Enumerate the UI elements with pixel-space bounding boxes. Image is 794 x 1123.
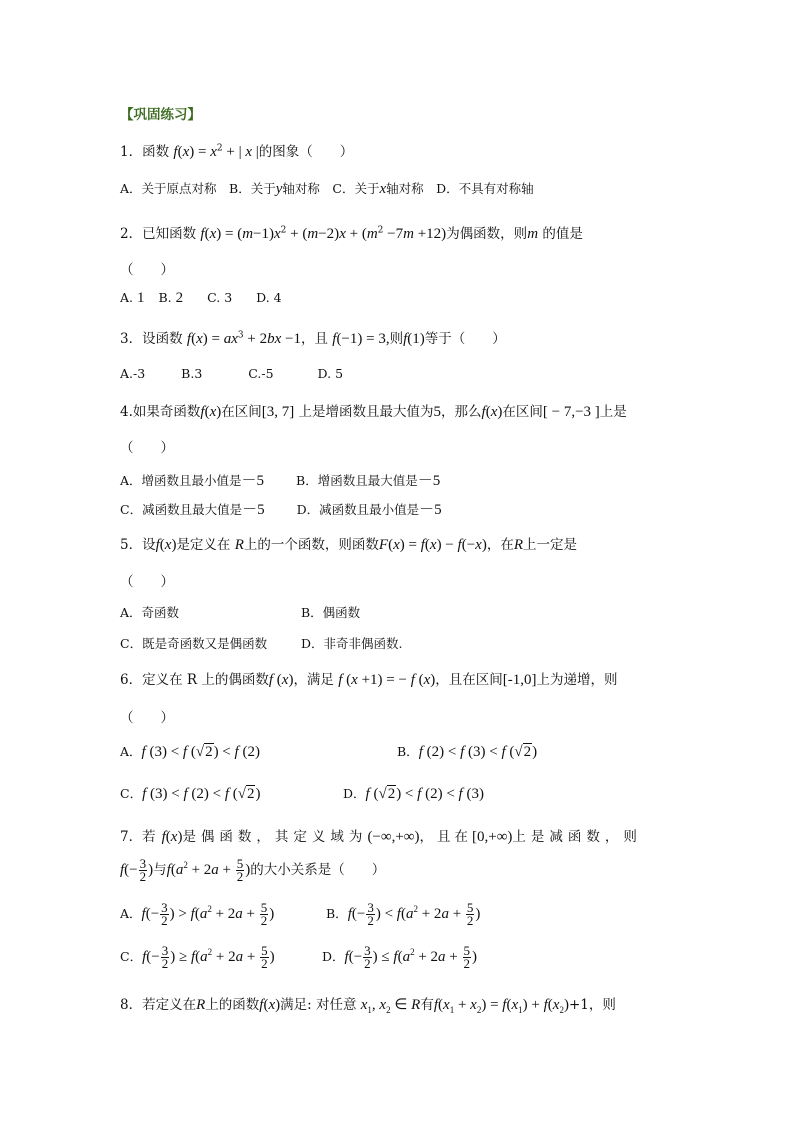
- q1-tail: 的图象（ ）: [258, 144, 354, 160]
- q7-option-d: D．f(− $\frac{3}{2}$ ) ≤ $f(a^2 + 2a$ + $\frac{5}{2}$ ): [322, 943, 478, 971]
- q7-line2: f(− $\frac{3}{2}$ )与$f(a^2 + 2a$ + $\frac{5}{2}$ )的大小关系是（ ）: [120, 856, 386, 885]
- q7-option-a: A．f(− $\frac{3}{2}$ ) > $f(a^2 + 2a$ + $\frac{5}{2}$ ): [120, 900, 275, 928]
- q5-options-row1: A．奇函数 B．偶函数: [120, 605, 361, 620]
- section-heading: 【巩固练习】: [120, 107, 201, 123]
- q7-option-c: C．f(− $\frac{3}{2}$ ) ≥ $f(a^2 + 2a$ + $\frac{5}{2}$ ): [120, 943, 275, 971]
- q5-options-row2: C．既是奇函数又是偶函数 D．非奇非偶函数.: [120, 636, 403, 651]
- q1-stem: 函数: [142, 144, 170, 160]
- question-2: 2．已知函数 $f(x) = (m-1)x^2 + (m-2)x + (m^2 -7m +12)$为偶函数，则m 的值是: [120, 225, 583, 242]
- q2-paren: （ ）: [120, 262, 174, 278]
- question-3: 3．设函数 $f(x) = ax^3 + 2bx -1$，且 f(−1) = 3,则f(1)等于（ ）: [120, 330, 506, 347]
- q7-option-b: B．f(− $\frac{3}{2}$ ) < $f(a^2 + 2a$ + $\frac{5}{2}$ ): [326, 900, 481, 928]
- q6-option-b: B．f (2) < f (3) < f (√2): [397, 744, 538, 760]
- q2-options: A. 1 B. 2 C. 3 D. 4: [120, 290, 282, 306]
- q1-options: A．关于原点对称 B．关于y轴对称 C．关于x轴对称 D．不具有对称轴: [120, 181, 534, 197]
- question-1: [120, 140, 353, 161]
- q6-option-a: A．f (3) < f (√2) < f (2): [120, 744, 260, 760]
- q3-formula: $f(x) = ax^3 + 2bx -1$: [186, 330, 301, 347]
- q4-options-row2: C．减函数且最大值是－5 D．减函数且最小值是－5: [120, 502, 442, 518]
- question-4: 4.如果奇函数f(x)在区间[3, 7] 上是增函数且最大值为5，那么f(x)在区间[ − 7,−3 ]上是: [120, 404, 627, 420]
- question-8: 8．若定义在R上的函数f(x)满足: 对任意 $x_1$, $x_2$ ∈ R有$f(x_1 + x_2) = f(x_1) + f(x_2)+1$，则: [120, 997, 616, 1015]
- q3-options: A.-3 B.3 C.-5 D. 5: [120, 366, 344, 381]
- q4-options-row1: A．增函数且最小值是－5 B．增函数且最大值是－5: [120, 473, 441, 489]
- question-7: 7．若f(x)是偶函数，其定义域为(−∞,+∞)，且在[0,+∞)上是减函数，则: [120, 829, 642, 845]
- q2-formula: $f(x) = (m-1)x^2 + (m-2)x + (m^2 -7m +12)$: [200, 225, 447, 242]
- q6-option-d: D．f (√2) < f (2) < f (3): [343, 786, 484, 802]
- question-6: 6．定义在 R 上的偶函数f (x)，满足 f (x +1) = − f (x)，且在区间[-1,0]上为递增，则: [120, 672, 618, 688]
- q6-option-c: C．f (3) < f (2) < f (√2): [120, 786, 261, 802]
- q1-number: 1．: [120, 144, 143, 160]
- question-5: 5．设f(x)是定义在 R上的一个函数，则函数F(x) = f(x) − f(−x)，在R上一定是: [120, 537, 578, 553]
- q1-formula: $f(x) = x^2$ + | x |: [173, 143, 259, 160]
- q5-paren: （ ）: [120, 574, 174, 590]
- q6-paren: （ ）: [120, 710, 174, 726]
- q4-paren: （ ）: [120, 440, 174, 456]
